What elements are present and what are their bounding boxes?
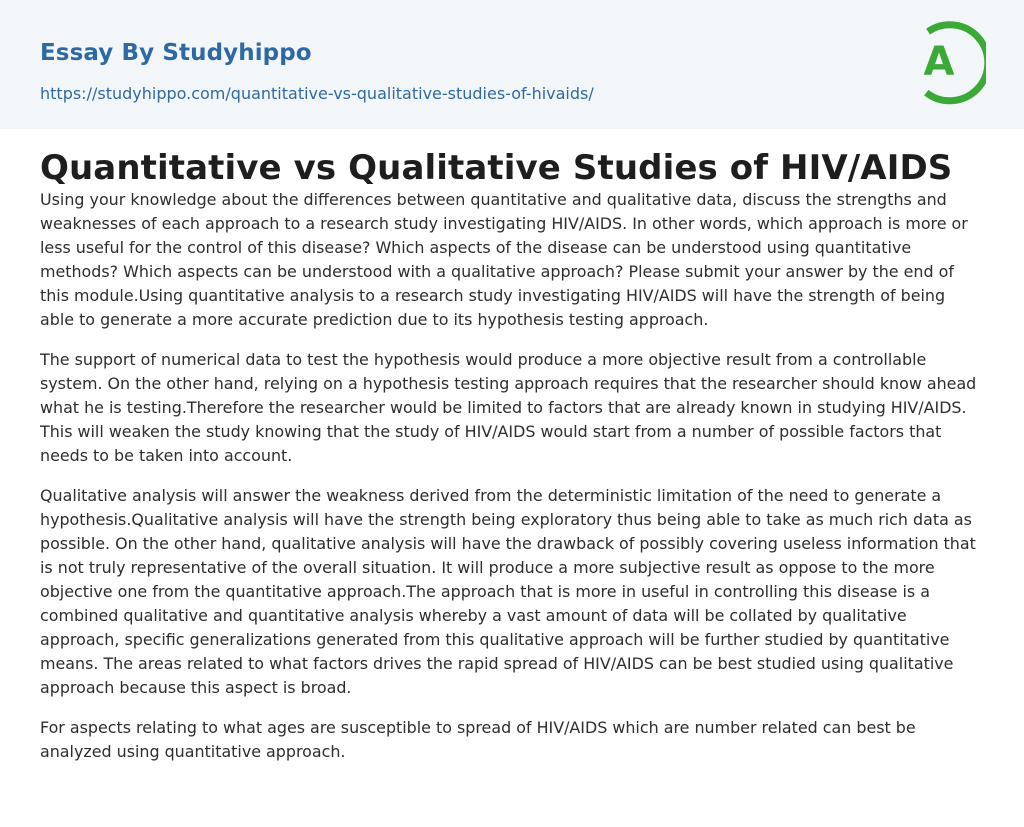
- site-header: [0, 0, 1024, 129]
- source-url-link[interactable]: https://studyhippo.com/quantitative-vs-qualitative-studies-of-hivaids/: [40, 84, 594, 103]
- studyhippo-logo-icon[interactable]: [914, 19, 986, 105]
- logo-letter: A: [923, 39, 955, 85]
- article-title: Quantitative vs Qualitative Studies of HIV/AIDS: [40, 148, 953, 188]
- article-paragraph: The support of numerical data to test the hypothesis would produce a more objective result from a controllable system. On the other hand, relying on a hypothesis testing approach requires that the researcher should know ahead what he is testing.Therefore the researcher would be limited to factors that are already known in studying HIV/AIDS. This will weaken the study knowing that the study of HIV/AIDS would start from a number of possible factors that needs to be taken into account.: [40, 350, 977, 465]
- article-paragraph: For aspects relating to what ages are susceptible to spread of HIV/AIDS which are number related can best be analyzed using quantitative approach.: [40, 718, 916, 761]
- article: [0, 129, 1024, 764]
- article-paragraph: Using your knowledge about the differences between quantitative and qualitative data, discuss the strengths and weaknesses of each approach to a research study investigating HIV/AIDS. In other words, which approach is more or less useful for the control of this disease? Which aspects of the disease can be understood using quantitative methods? Which aspects can be understood with a qualitative approach? Please submit your answer by the end of this module.Using quantitative analysis to a research study investigating HIV/AIDS will have the strength of being able to generate a more accurate prediction due to its hypothesis testing approach.: [40, 190, 968, 329]
- brand-title: Essay By Studyhippo: [40, 40, 312, 66]
- article-paragraph: Qualitative analysis will answer the weakness derived from the deterministic limitation of the need to generate a hypothesis.Qualitative analysis will have the strength being exploratory thus being able to take as much rich data as possible. On the other hand, qualitative analysis will have the drawback of possibly covering useless information that is not truly representative of the overall situation. It will produce a more subjective result as oppose to the more objective one from the quantitative approach.The approach that is more in useful in controlling this disease is a combined qualitative and quantitative analysis whereby a vast amount of data will be collated by qualitative approach, specific generalizations generated from this qualitative approach will be further studied by quantitative means. The areas related to what factors drives the rapid spread of HIV/AIDS can be best studied using qualitative approach because this aspect is broad.: [40, 486, 976, 697]
